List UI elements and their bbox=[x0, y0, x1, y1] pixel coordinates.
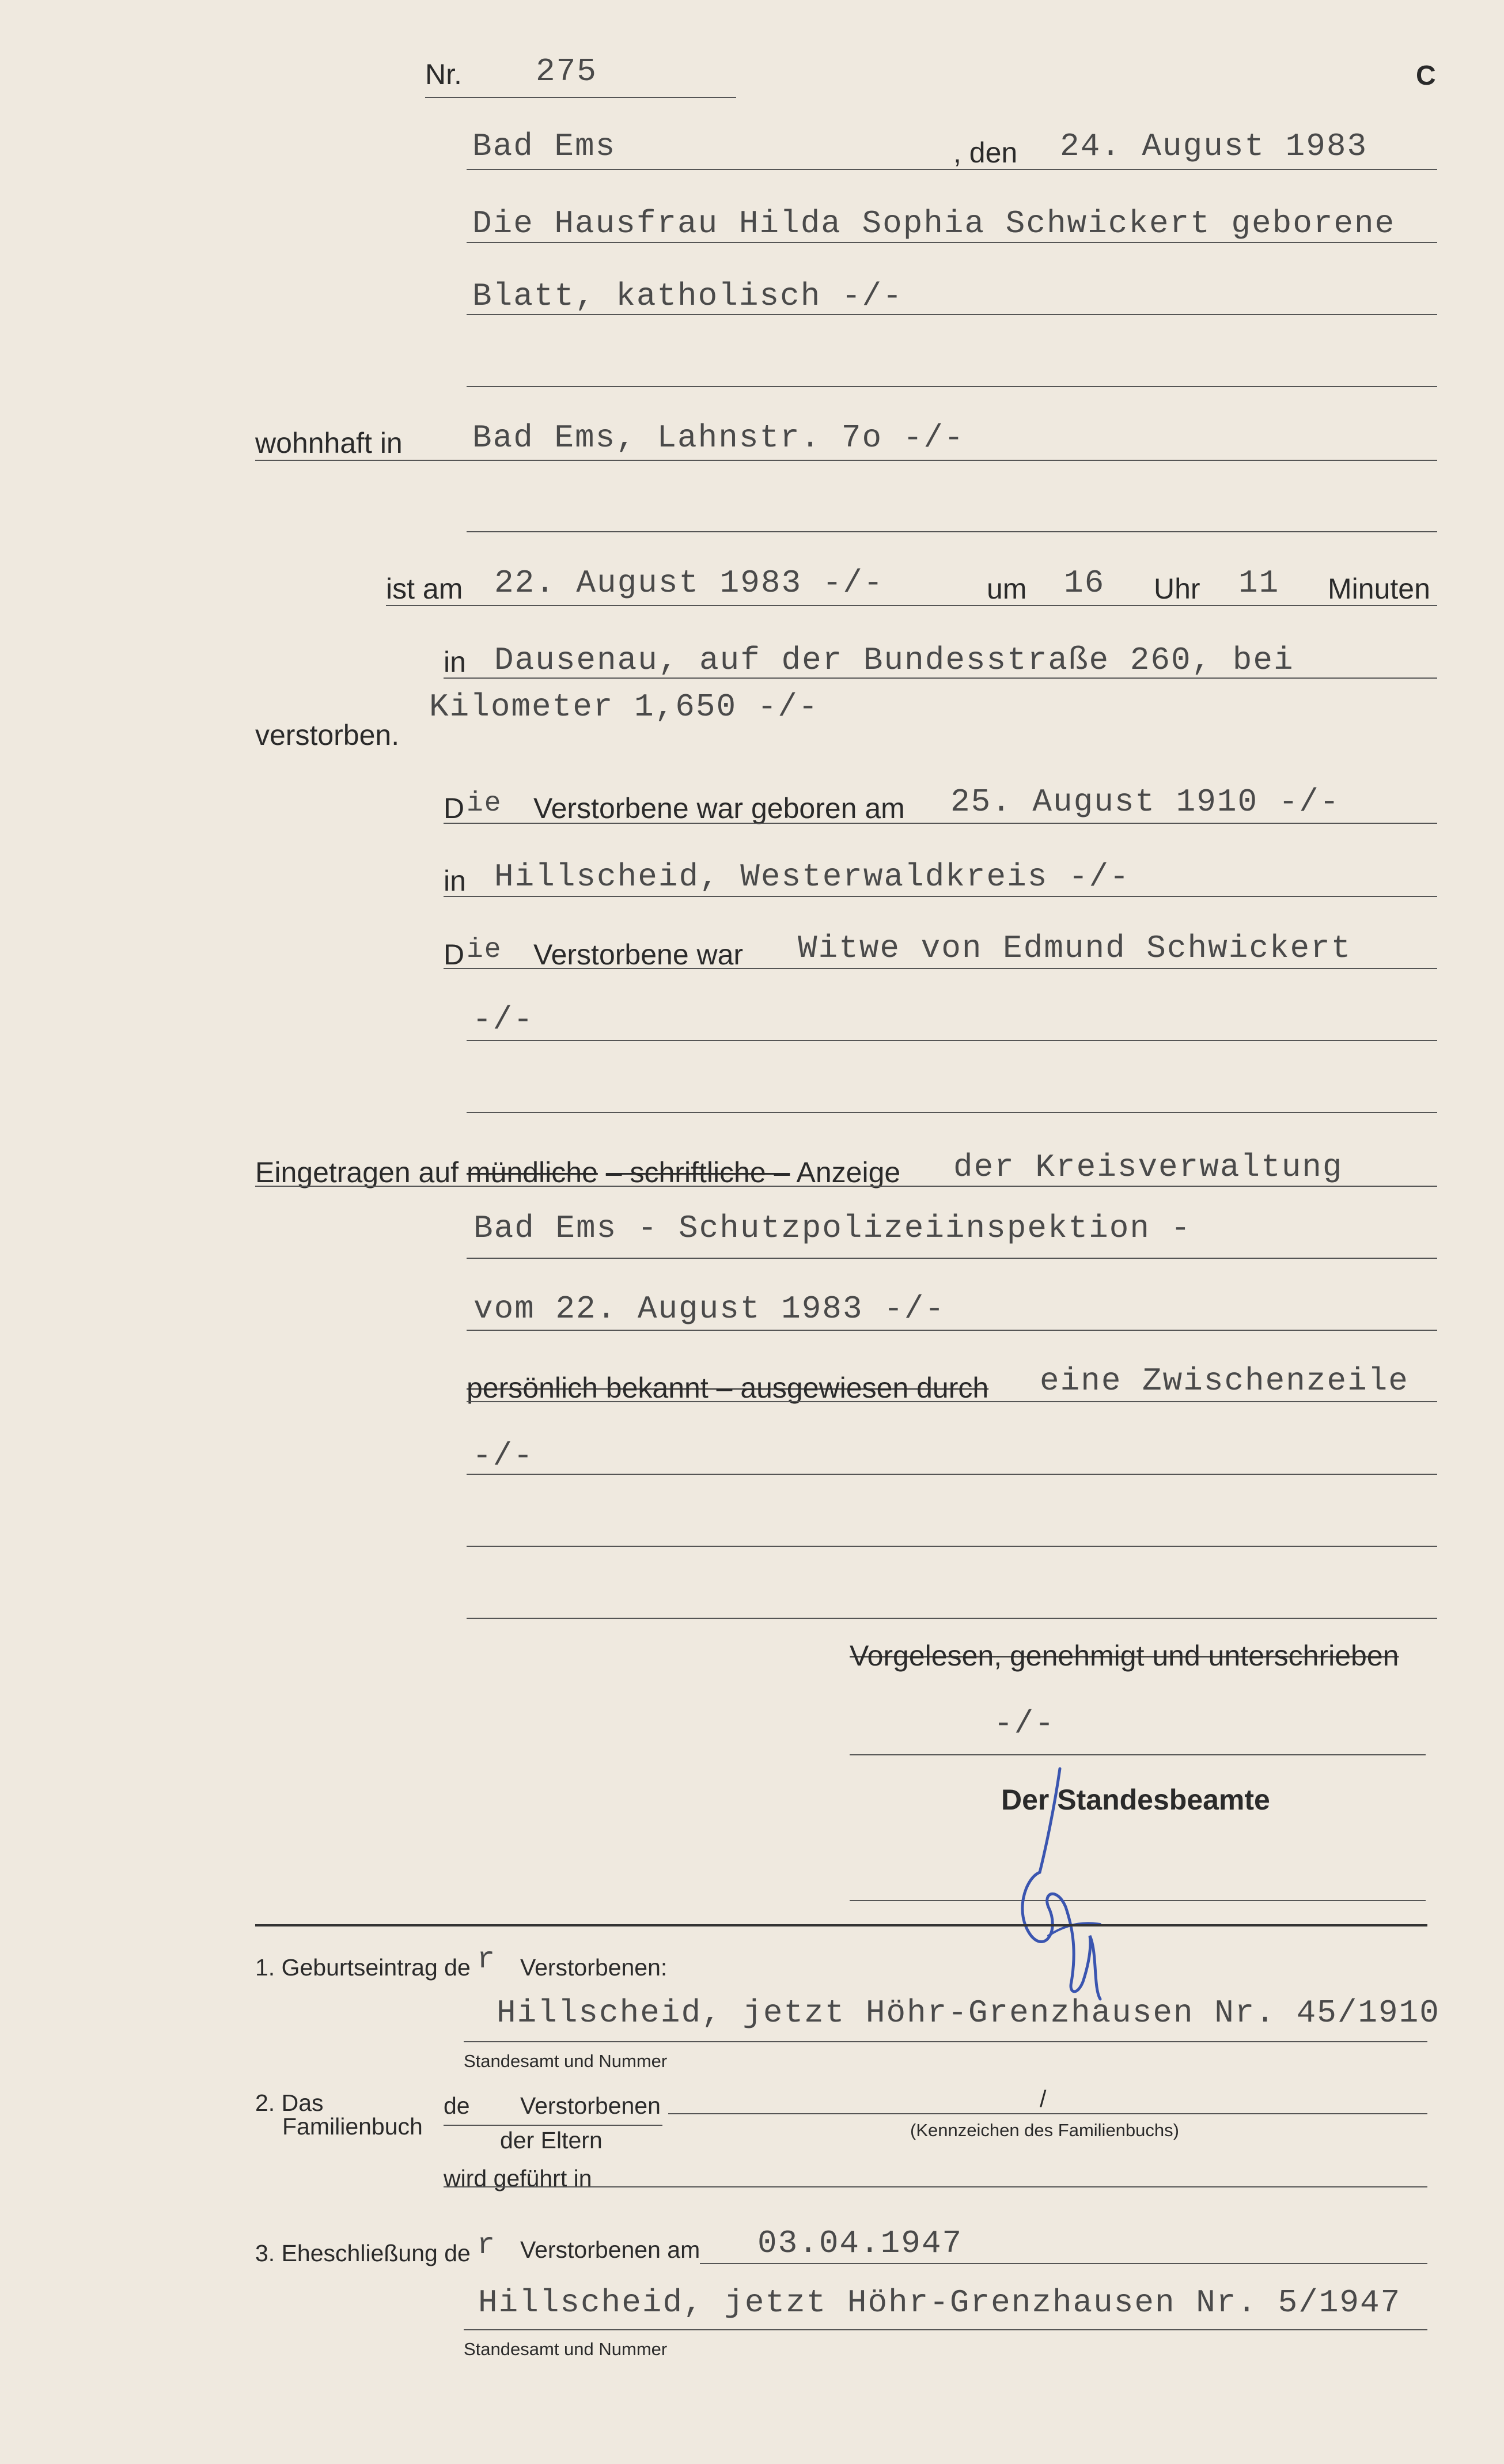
footer-item3-typed: r bbox=[477, 2228, 497, 2262]
report-label-schriftliche: – schriftliche – bbox=[605, 1156, 790, 1189]
birth-place: Hillscheid, Westerwaldkreis -/- bbox=[494, 858, 1130, 895]
footer-item2-de: de bbox=[444, 2092, 470, 2119]
death-place-rule bbox=[444, 677, 1437, 679]
handwritten-signature bbox=[991, 1763, 1123, 2005]
identity-label: persönlich bekannt – ausgewiesen durch bbox=[467, 1372, 989, 1404]
footer-item3-label-a: 3. Eheschließung de bbox=[255, 2240, 471, 2266]
date-value: 24. August 1983 bbox=[1060, 128, 1368, 165]
report-value-line-1: der Kreisverwaltung bbox=[953, 1149, 1343, 1186]
corner-letter: C bbox=[1416, 60, 1436, 91]
footer-item3-value: Hillscheid, jetzt Höhr-Grenzhausen Nr. 5/1947 bbox=[478, 2284, 1401, 2321]
uhr-label: Uhr bbox=[1154, 573, 1200, 605]
birth-label: Verstorbene war geboren am bbox=[533, 792, 905, 824]
birth-date: 25. August 1910 -/- bbox=[950, 784, 1340, 820]
footer-item1-typed: r bbox=[477, 1943, 497, 1977]
footer-item1-label-b: Verstorbenen: bbox=[520, 1954, 668, 1981]
wohnhaft-value: Bad Ems, Lahnstr. 7o -/- bbox=[472, 419, 965, 456]
footer-item2-label-a: 2. Das bbox=[255, 2090, 324, 2116]
birth-in-label: in bbox=[444, 865, 466, 897]
report-rule-3 bbox=[467, 1330, 1437, 1331]
status-rule-2 bbox=[467, 1040, 1437, 1041]
footer-item3-label-b: Verstorbenen am bbox=[520, 2236, 700, 2263]
den-label: , den bbox=[953, 137, 1018, 169]
minuten-label: Minuten bbox=[1328, 573, 1430, 605]
footer-item1-value: Hillscheid, jetzt Höhr-Grenzhausen Nr. 45/1910 bbox=[497, 1994, 1440, 2031]
death-place-line-1: Dausenau, auf der Bundesstraße 260, bei bbox=[494, 642, 1294, 679]
death-place-line-2: Kilometer 1,650 -/- bbox=[429, 688, 819, 725]
death-date: 22. August 1983 -/- bbox=[494, 565, 884, 601]
birth-date-rule bbox=[444, 823, 1437, 824]
death-in-label: in bbox=[444, 646, 466, 678]
person-line-1: Die Hausfrau Hilda Sophia Schwickert geborene bbox=[472, 205, 1396, 242]
blank-rule-2 bbox=[467, 1618, 1437, 1619]
identity-value: eine Zwischenzeile bbox=[1040, 1362, 1409, 1399]
person-line-2-rule bbox=[467, 314, 1437, 315]
nr-value: 275 bbox=[536, 53, 597, 90]
footer-item3-date-rule bbox=[700, 2263, 1427, 2264]
death-minutes: 11 bbox=[1238, 565, 1280, 601]
signature-line bbox=[850, 1900, 1426, 1901]
footer-item3-rule bbox=[464, 2329, 1427, 2330]
place-date-line bbox=[467, 169, 1437, 170]
person-line-2: Blatt, katholisch -/- bbox=[472, 278, 903, 315]
footer-item1-rule bbox=[464, 2041, 1427, 2042]
footer-item2-caption: (Kennzeichen des Familienbuchs) bbox=[910, 2120, 1179, 2140]
footer-item2-verstorbenen: Verstorbenen bbox=[520, 2092, 661, 2119]
identity-rule-2 bbox=[467, 1474, 1437, 1475]
status-label: Verstorbene war bbox=[533, 938, 744, 971]
um-label: um bbox=[987, 573, 1027, 605]
wohnhaft-label: wohnhaft in bbox=[255, 427, 403, 459]
report-value-line-3: vom 22. August 1983 -/- bbox=[473, 1290, 945, 1327]
birth-article: ie bbox=[467, 788, 502, 819]
report-rule-2 bbox=[467, 1258, 1437, 1259]
report-label bbox=[255, 1156, 900, 1189]
status-rule bbox=[444, 968, 1437, 969]
birth-place-rule bbox=[444, 896, 1437, 897]
report-rule-1 bbox=[255, 1186, 1437, 1187]
wohnhaft-rule-2 bbox=[467, 531, 1437, 532]
footer-item1-caption: Standesamt und Nummer bbox=[464, 2051, 668, 2071]
standesbeamte-title: Der Standesbeamte bbox=[1001, 1784, 1270, 1816]
footer-item3-date: 03.04.1947 bbox=[757, 2225, 963, 2262]
footer-item2-eltern: der Eltern bbox=[500, 2127, 603, 2153]
signature-value: -/- bbox=[994, 1705, 1055, 1742]
footer-item2-slash: / bbox=[1040, 2085, 1047, 2112]
identity-line-2: -/- bbox=[472, 1437, 534, 1474]
signature-rule bbox=[850, 1754, 1426, 1755]
wohnhaft-rule bbox=[255, 460, 1437, 461]
person-line-1-rule bbox=[467, 242, 1437, 243]
report-label-a: Eingetragen auf bbox=[255, 1156, 459, 1189]
ist-am-label: ist am bbox=[386, 573, 463, 605]
death-hour: 16 bbox=[1064, 565, 1105, 601]
birth-prefix: D bbox=[444, 792, 465, 824]
footer-item1-label-a: 1. Geburtseintrag de bbox=[255, 1954, 471, 1981]
nr-underline bbox=[425, 97, 736, 98]
footer-item2-label-b: Familienbuch bbox=[282, 2113, 423, 2140]
footer-item3-caption: Standesamt und Nummer bbox=[464, 2339, 668, 2359]
status-value-line-1: Witwe von Edmund Schwickert bbox=[798, 930, 1352, 967]
death-time-rule bbox=[386, 605, 1437, 606]
closing-text: Vorgelesen, genehmigt und unterschrieben bbox=[850, 1640, 1399, 1672]
person-line-3-rule bbox=[467, 386, 1437, 387]
report-label-muendliche: mündliche bbox=[466, 1156, 598, 1189]
status-rule-3 bbox=[467, 1112, 1437, 1113]
verstorben-label: verstorben. bbox=[255, 719, 400, 751]
place-value: Bad Ems bbox=[472, 128, 616, 165]
status-prefix: D bbox=[444, 938, 465, 971]
identity-rule bbox=[467, 1401, 1437, 1402]
footer-item2-gefuehrt: wird geführt in bbox=[444, 2165, 592, 2192]
status-article: ie bbox=[467, 934, 502, 966]
footer-item2-gefuehrt-rule bbox=[444, 2186, 1427, 2187]
report-value-line-2: Bad Ems - Schutzpolizeiinspektion - bbox=[473, 1210, 1192, 1247]
status-value-line-2: -/- bbox=[472, 1001, 534, 1038]
report-label-anzeige: Anzeige bbox=[796, 1156, 901, 1189]
blank-rule-1 bbox=[467, 1546, 1437, 1547]
footer-divider bbox=[255, 1924, 1427, 1926]
footer-item2-label-rule bbox=[444, 2125, 662, 2126]
nr-label: Nr. bbox=[425, 58, 462, 90]
footer-item2-rule bbox=[668, 2113, 1427, 2114]
